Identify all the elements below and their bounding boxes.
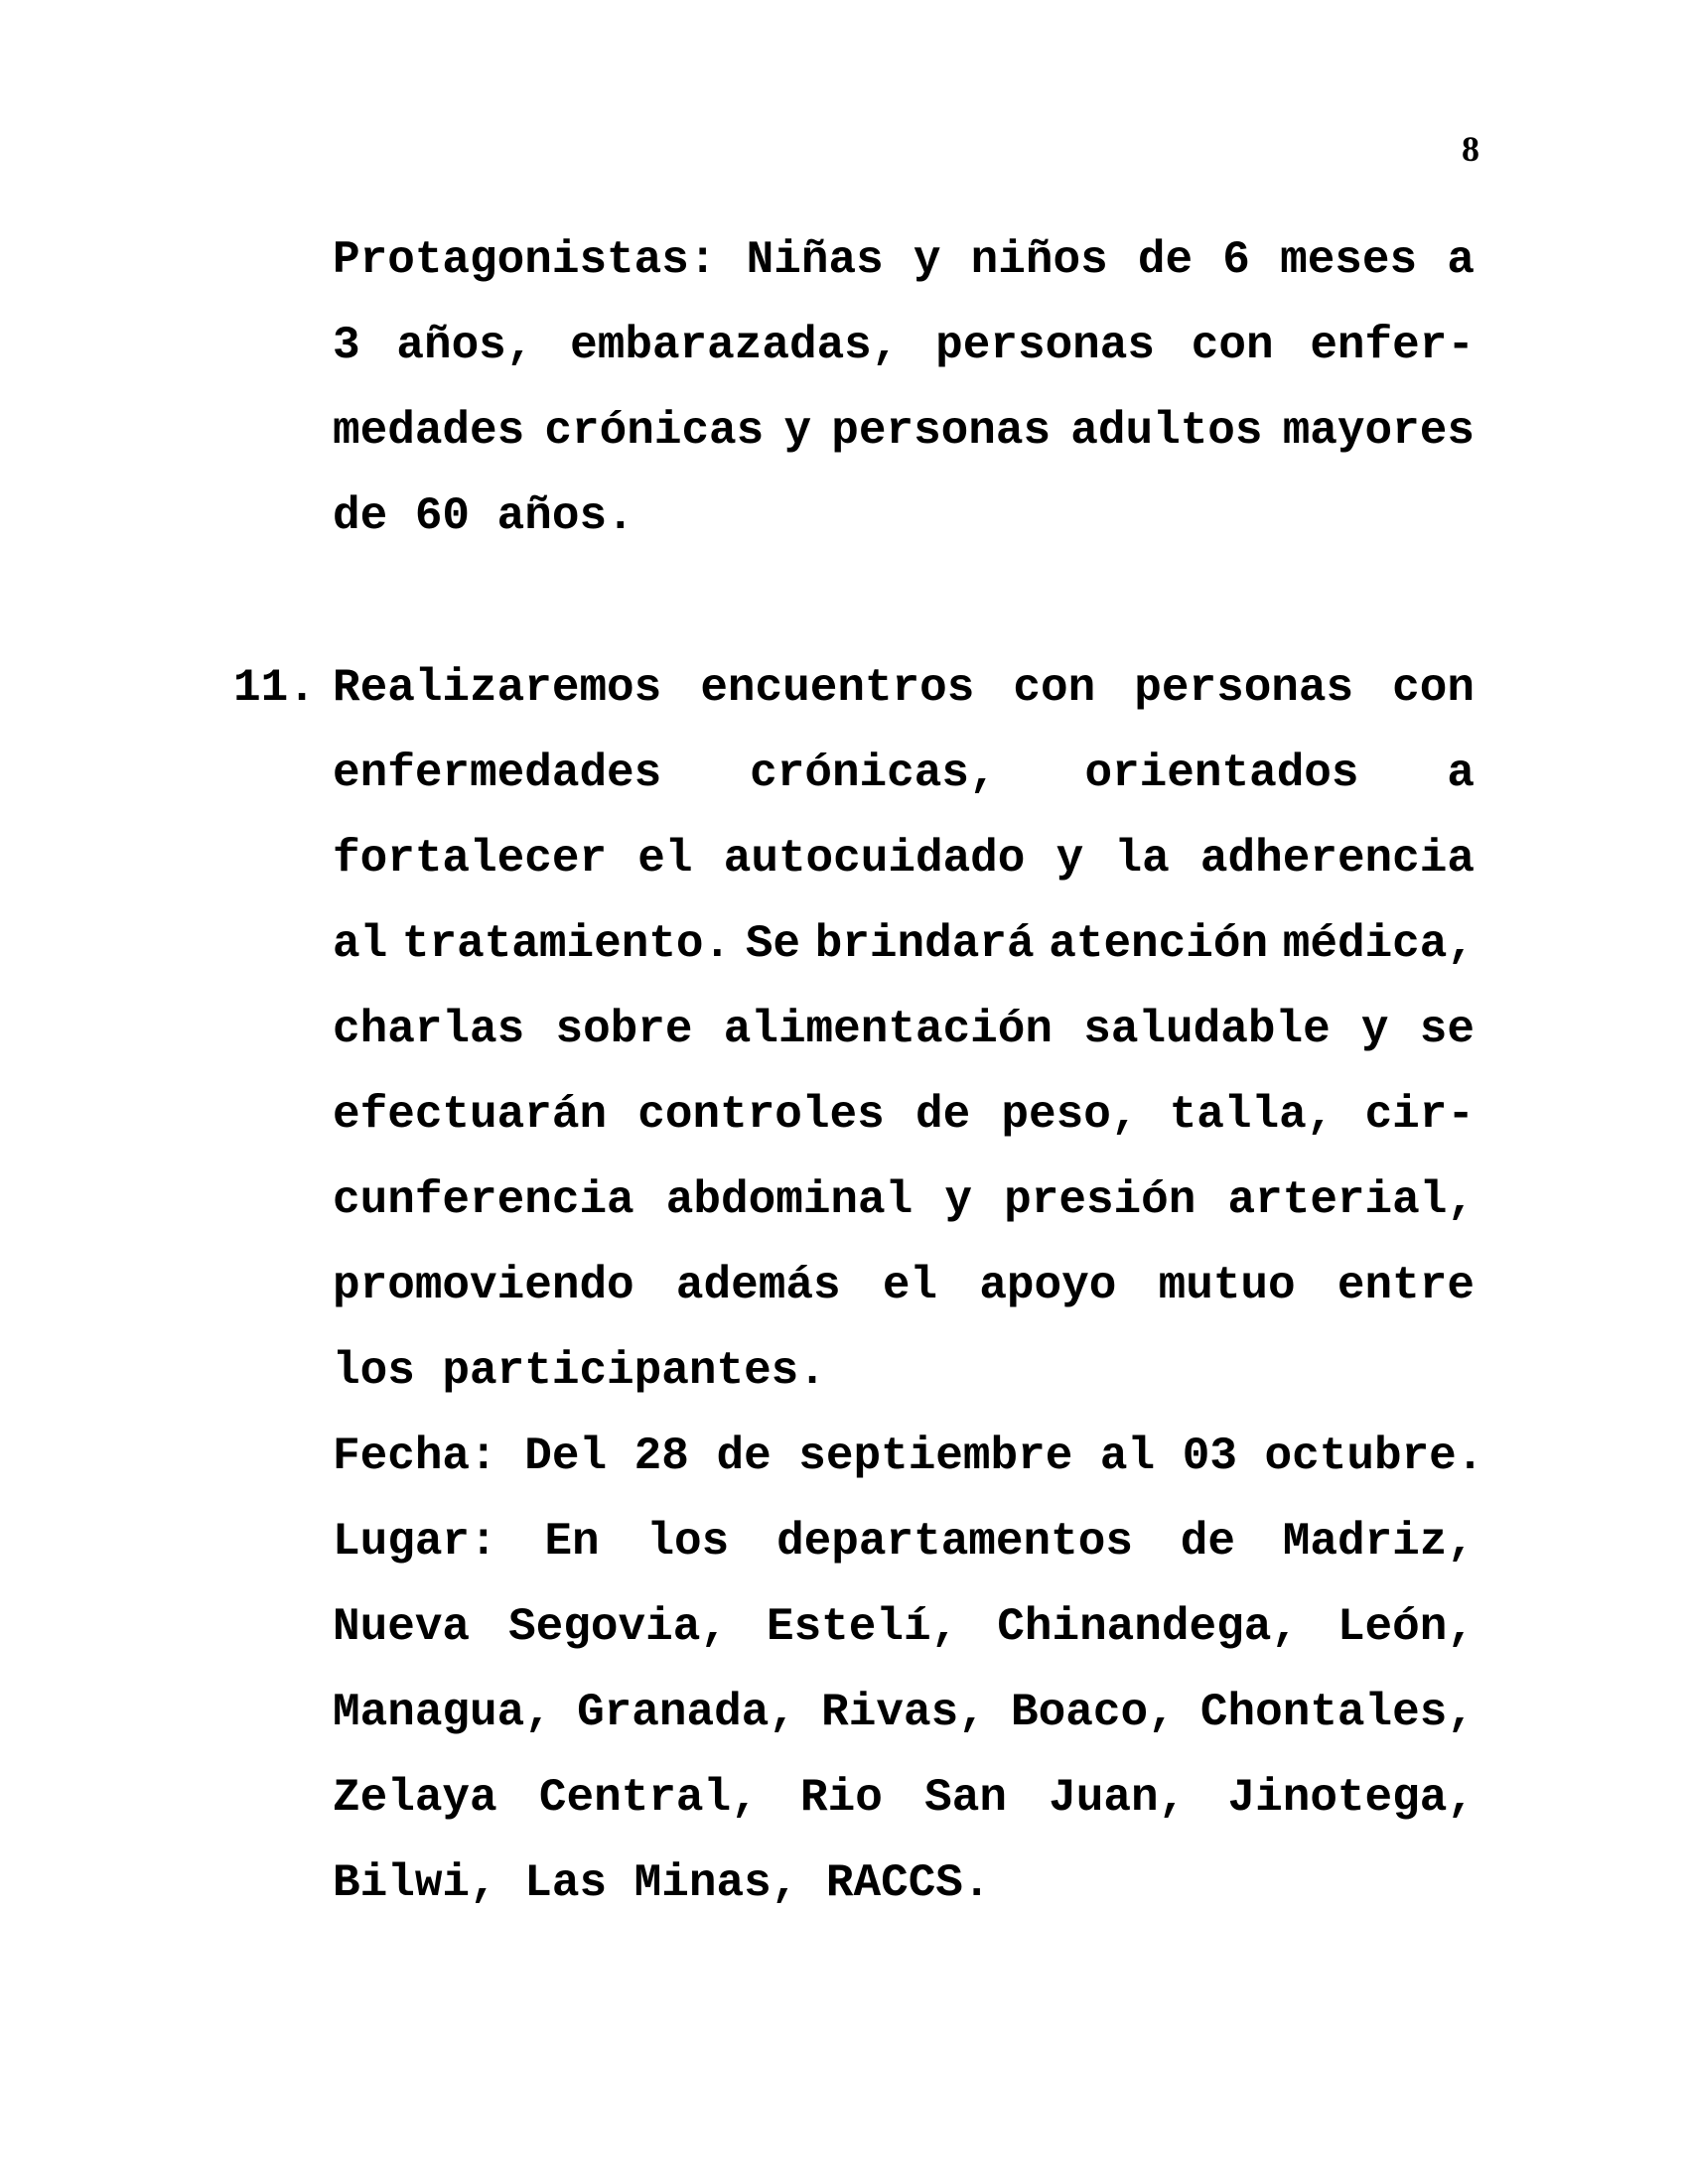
word: autocuidado: [723, 833, 1026, 885]
word: enfer-: [1310, 320, 1475, 371]
lugar-line-4: [333, 1768, 1475, 1828]
word: talla,: [1169, 1089, 1335, 1141]
word: crónicas: [544, 405, 765, 457]
word: abdominal: [665, 1174, 914, 1226]
word: San: [924, 1772, 1007, 1824]
word: Managua,: [333, 1687, 552, 1738]
word: Zelaya: [333, 1772, 497, 1824]
word: 3: [333, 320, 360, 371]
lugar-line-1: [333, 1512, 1475, 1571]
word: la: [1114, 833, 1170, 885]
word: embarazadas,: [570, 320, 900, 371]
word: personas: [1134, 662, 1354, 714]
word: se: [1419, 1004, 1475, 1055]
word: controles: [637, 1089, 885, 1141]
word: años,: [396, 320, 534, 371]
word: al: [333, 918, 388, 970]
word: apoyo: [979, 1260, 1117, 1311]
word: promoviendo: [333, 1260, 634, 1311]
item11-line-8: [333, 1256, 1475, 1315]
word: Madriz,: [1282, 1516, 1475, 1568]
item11-line-4: [333, 914, 1475, 974]
word: atención: [1049, 918, 1269, 970]
word: personas: [935, 320, 1155, 371]
word: Lugar:: [333, 1516, 497, 1568]
word: 6: [1222, 234, 1250, 286]
word: charlas: [333, 1004, 525, 1055]
word: tratamiento.: [401, 918, 732, 970]
word: con: [1191, 320, 1274, 371]
word: efectuarán: [333, 1089, 608, 1141]
item11-line-5: [333, 1000, 1475, 1059]
word: Nueva: [333, 1601, 471, 1653]
word: a: [1447, 234, 1475, 286]
word: sobre: [555, 1004, 693, 1055]
word: y: [944, 1174, 972, 1226]
word: En: [544, 1516, 600, 1568]
word: Segovia,: [508, 1601, 728, 1653]
word: saludable: [1083, 1004, 1331, 1055]
word: meses: [1280, 234, 1418, 286]
word: y: [1360, 1004, 1389, 1055]
word: Central,: [538, 1772, 759, 1824]
word: los participantes.: [333, 1345, 826, 1397]
word: presión: [1004, 1174, 1196, 1226]
word: Realizaremos: [333, 662, 662, 714]
word: Rio: [800, 1772, 883, 1824]
word: de: [1137, 234, 1194, 286]
word: mayores: [1282, 405, 1475, 457]
page-number: 8: [1462, 129, 1479, 169]
word: y: [783, 405, 812, 457]
word: Chontales,: [1199, 1687, 1475, 1738]
word: Se: [745, 918, 801, 970]
word: personas: [831, 405, 1052, 457]
word: Rivas,: [821, 1687, 986, 1738]
word: médica,: [1282, 918, 1475, 970]
word: fortalecer: [333, 833, 608, 885]
word: y: [913, 234, 941, 286]
word: a: [1447, 748, 1475, 799]
protagonistas-line-1: [333, 230, 1475, 290]
word: crónicas,: [750, 748, 997, 799]
list-item-number: 11.: [233, 662, 316, 714]
word: Niñas: [746, 234, 884, 286]
word: Bilwi, Las Minas, RACCS.: [333, 1857, 991, 1909]
word: y: [1055, 833, 1084, 885]
word: de 60 años.: [333, 490, 634, 542]
word: de: [914, 1089, 971, 1141]
word: Protagonistas:: [333, 234, 717, 286]
word: el: [637, 833, 693, 885]
word: arterial,: [1227, 1174, 1475, 1226]
word: León,: [1336, 1601, 1475, 1653]
word: Juan,: [1049, 1772, 1187, 1824]
word: Granada,: [577, 1687, 796, 1738]
item11-line-1: [333, 658, 1475, 718]
lugar-line-2: [333, 1597, 1475, 1657]
word: además: [675, 1260, 841, 1311]
word: Chinandega,: [997, 1601, 1299, 1653]
word: Estelí,: [766, 1601, 959, 1653]
fecha-line: Fecha: Del 28 de septiembre al 03 octubre.: [333, 1431, 1484, 1482]
word: niños: [970, 234, 1108, 286]
word: adherencia: [1199, 833, 1475, 885]
lugar-line-5: [333, 1853, 1475, 1913]
word: el: [882, 1260, 938, 1311]
word: cunferencia: [333, 1174, 634, 1226]
word: enfermedades: [333, 748, 662, 799]
word: medades: [333, 405, 525, 457]
protagonistas-line-4: [333, 486, 1475, 546]
word: mutuo: [1158, 1260, 1296, 1311]
item11-line-7: [333, 1170, 1475, 1230]
word: encuentros: [700, 662, 975, 714]
word: brindará: [814, 918, 1035, 970]
item11-line-3: [333, 829, 1475, 888]
word: cir-: [1364, 1089, 1475, 1141]
word: entre: [1336, 1260, 1475, 1311]
item11-line-2: [333, 744, 1475, 803]
word: con: [1013, 662, 1096, 714]
word: los: [646, 1516, 730, 1568]
word: peso,: [1001, 1089, 1139, 1141]
word: departamentos: [776, 1516, 1133, 1568]
word: con: [1392, 662, 1475, 714]
word: adultos: [1070, 405, 1263, 457]
word: de: [1180, 1516, 1235, 1568]
word: Jinotega,: [1227, 1772, 1475, 1824]
protagonistas-line-2: [333, 316, 1475, 375]
item11-line-9: [333, 1341, 1475, 1401]
word: alimentación: [723, 1004, 1053, 1055]
word: orientados: [1084, 748, 1359, 799]
lugar-line-3: [333, 1683, 1475, 1742]
word: Boaco,: [1011, 1687, 1176, 1738]
item11-line-6: [333, 1085, 1475, 1145]
protagonistas-line-3: [333, 401, 1475, 461]
